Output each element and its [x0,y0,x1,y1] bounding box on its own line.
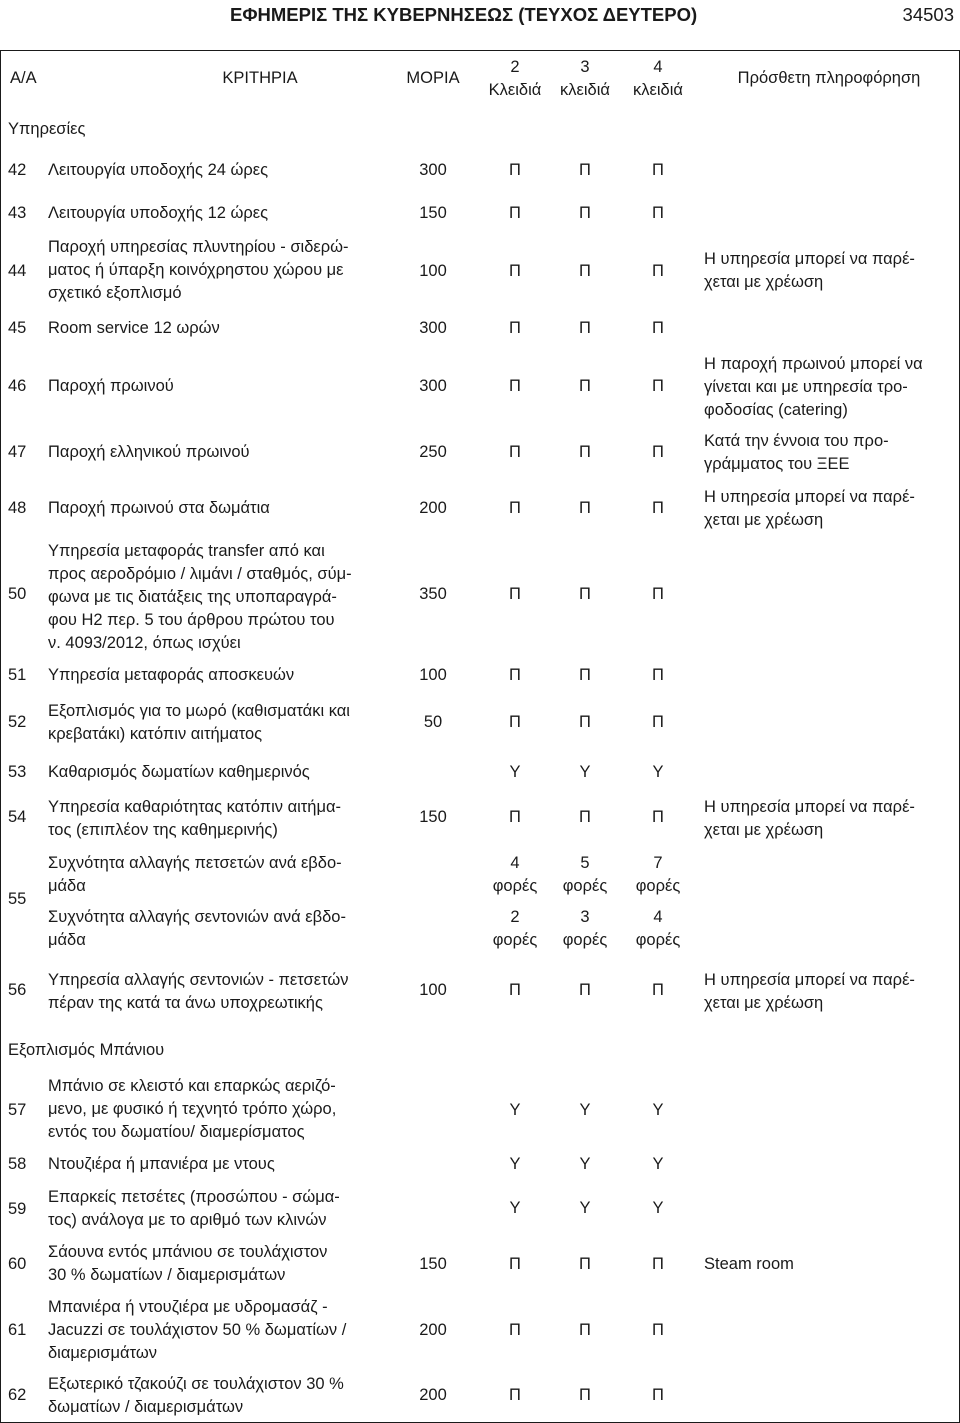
page-title: ΕΦΗΜΕΡΙΣ ΤΗΣ ΚΥΒΕΡΝΗΣΕΩΣ (ΤΕΥΧΟΣ ΔΕΥΤΕΡΟ) [230,4,698,25]
page-number: 34503 [902,4,954,25]
row-info: Η υπηρεσία μπορεί να παρέ- χεται με χρέωση [704,798,915,839]
header-points: ΜΟΡΙΑ [406,69,460,87]
header-aa: Α/Α [10,69,37,87]
row-info: Η παροχή πρωινού μπορεί να γίνεται και με υπηρεσία τρο- φοδοσίας (catering) [704,355,923,419]
section-services: Υπηρεσίες [8,120,86,138]
row-info: Η υπηρεσία μπορεί να παρέ- χεται με χρέωση [704,971,915,1012]
header-3-keys: 3 κλειδιά [560,58,610,99]
section-bathroom: Εξοπλισμός Μπάνιου [8,1041,165,1059]
header-info: Πρόσθετη πληροφόρηση [737,69,921,87]
header-4-keys: 4 κλειδιά [633,58,683,99]
row-info: Η υπηρεσία μπορεί να παρέ- χεται με χρέωση [704,250,915,291]
row-info: Κατά την έννοια του προ- γράμματος του ΞΕΕ [704,432,889,473]
row-info: Steam room [704,1255,794,1273]
header-criteria: ΚΡΙΤΗΡΙΑ [222,69,298,87]
row-info: Η υπηρεσία μπορεί να παρέ- χεται με χρέωση [704,488,915,529]
header-2-keys: 2 Κλειδιά [488,58,542,99]
